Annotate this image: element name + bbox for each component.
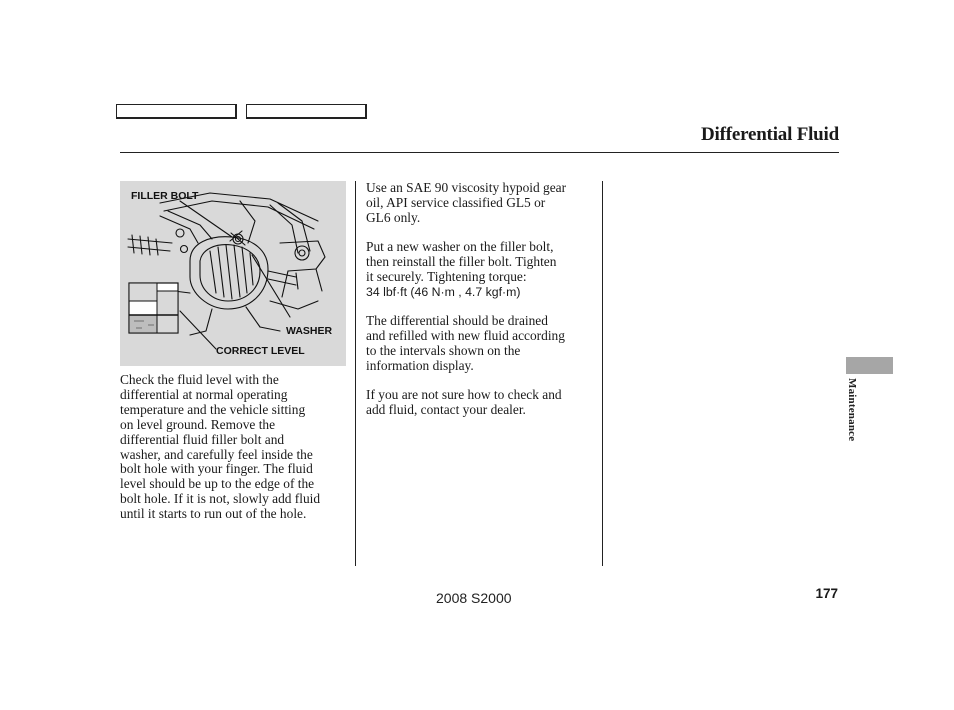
dealer-paragraph: If you are not sure how to check and add fluid, contact your dealer. — [366, 387, 562, 417]
differential-drawing — [120, 181, 346, 366]
differential-illustration — [120, 181, 346, 366]
washer-paragraph: Put a new washer on the filler bolt, then reinstall the filler bolt. Tighten it securely. Tightening torque: — [366, 239, 557, 284]
drain-paragraph: The differential should be drained and refilled with new fluid according to the intervals shown on the information display. — [366, 313, 565, 373]
filler-bolt-label: FILLER BOLT — [131, 190, 199, 202]
title-rule — [120, 152, 839, 153]
column-divider-1 — [355, 181, 356, 566]
section-tab — [846, 357, 893, 374]
footer-model: 2008 S2000 — [436, 590, 512, 606]
page-number: 177 — [815, 586, 838, 601]
fluid-check-paragraph: Check the fluid level with the differential at normal operating temperature and the vehicle sitting on level ground. Remove the differential fluid filler bolt and washer, and carefully feel inside the bolt hole with your finger. The fluid level should be up to the edge of the bolt hole. If it is not, slowly add fluid until it starts to run out of the hole. — [120, 372, 321, 522]
page-title: Differential Fluid — [700, 124, 839, 145]
correct-level-label: CORRECT LEVEL — [216, 345, 305, 357]
washer-label: WASHER — [286, 325, 333, 337]
oil-spec-paragraph: Use an SAE 90 viscosity hypoid gear oil, API service classified GL5 or GL6 only. — [366, 180, 567, 225]
nav-button-1[interactable] — [116, 104, 237, 119]
section-label: Maintenance — [846, 378, 858, 442]
column-divider-2 — [602, 181, 603, 566]
torque-spec: 34 lbf·ft (46 N·m , 4.7 kgf·m) — [366, 285, 521, 299]
nav-button-2[interactable] — [246, 104, 367, 119]
